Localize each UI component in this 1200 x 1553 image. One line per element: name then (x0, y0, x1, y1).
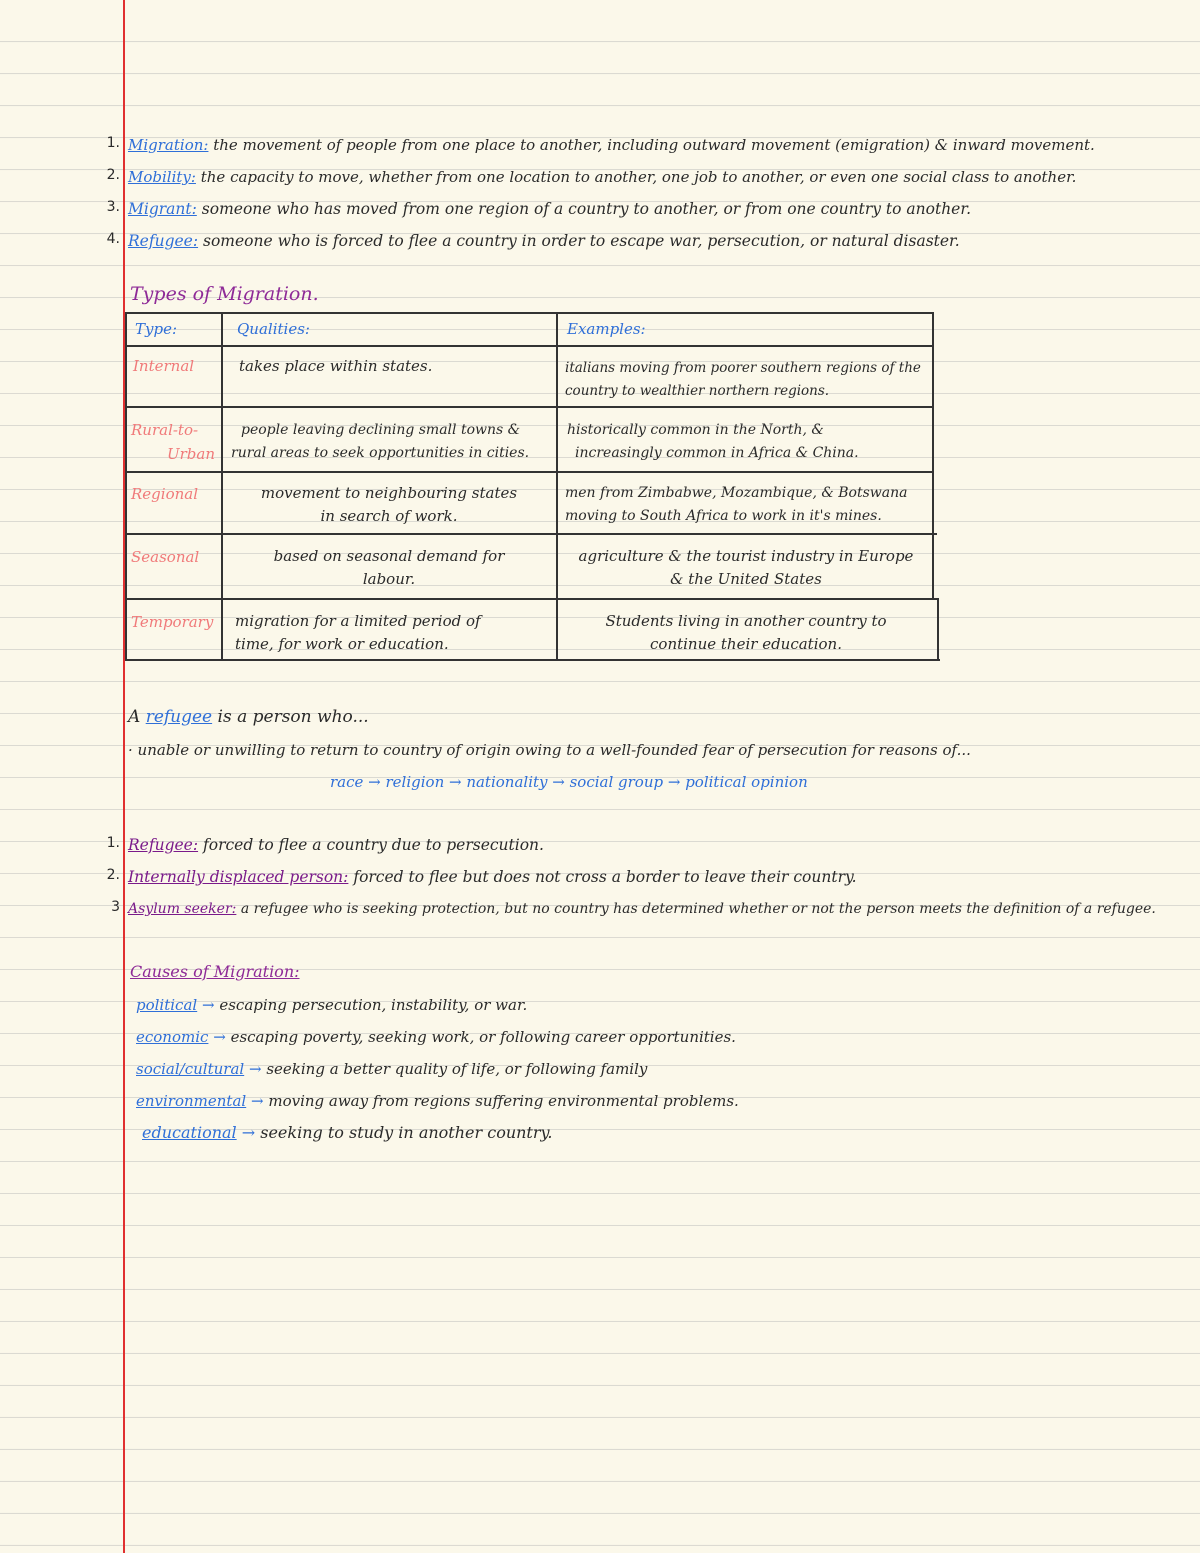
examples-line: agriculture & the tourist industry in Europe (578, 547, 914, 565)
definition-line (128, 899, 1156, 919)
term: economic (136, 1028, 209, 1046)
qualities-line: time, for work or education. (235, 635, 449, 653)
definition-line (128, 867, 857, 887)
definition-line (128, 199, 971, 219)
intro-text: A (128, 707, 141, 727)
migration-types-table (125, 312, 938, 661)
cause-text: escaping persecution, instability, or war. (219, 996, 528, 1014)
item-number: 3 (111, 899, 120, 915)
list-item (142, 1123, 553, 1143)
examples-cell (565, 482, 930, 528)
examples-cell (565, 357, 930, 403)
examples-line: country to wealthier northern regions. (565, 383, 830, 399)
definition-text: forced to flee but does not cross a border to leave their country. (353, 868, 857, 886)
examples-cell (561, 545, 931, 591)
qualities-cell (225, 545, 553, 591)
item-number: 1. (106, 835, 120, 851)
item-number: 1. (106, 135, 120, 151)
definition-line (128, 167, 1076, 187)
term: refugee (145, 707, 213, 727)
examples-line: continue their education. (650, 635, 842, 653)
list-item (136, 1059, 647, 1079)
definition-text: someone who is forced to flee a country in order to escape war, persecution, or natural disaster. (203, 232, 960, 250)
list-item (136, 1091, 739, 1111)
definition-text: the capacity to move, whether from one location to another, one job to another, or even one social class to another. (200, 168, 1077, 186)
cause-text: seeking a better quality of life, or following family (266, 1060, 648, 1078)
refugee-intro (128, 707, 369, 727)
type-line: Urban (166, 445, 215, 463)
term: Migration: (128, 136, 209, 154)
examples-line: italians moving from poorer southern regions of the (565, 360, 921, 376)
term: Asylum seeker: (128, 901, 237, 917)
header-type: Type: (135, 320, 178, 338)
term: Mobility: (128, 168, 196, 186)
definition-text: forced to flee a country due to persecution. (203, 836, 544, 854)
header-qualities: Qualities: (237, 320, 310, 338)
persecution-reasons: race → religion → nationality → social group → political opinion (330, 773, 808, 791)
type-cell (131, 418, 219, 466)
intro-text: is a person who... (217, 707, 369, 727)
term: environmental (136, 1092, 247, 1110)
type-cell: Temporary (131, 613, 214, 631)
cause-text: seeking to study in another country. (260, 1123, 553, 1142)
term: Refugee: (128, 232, 199, 250)
definition-text: a refugee who is seeking protection, but no country has determined whether or not the person meets the definition of a refugee. (240, 901, 1156, 917)
item-number: 2. (106, 167, 120, 183)
qualities-line: labour. (362, 570, 416, 588)
qualities-cell (225, 482, 553, 528)
examples-cell (561, 610, 931, 656)
qualities-line: based on seasonal demand for (273, 547, 505, 565)
examples-line: increasingly common in Africa & China. (575, 445, 859, 461)
item-number: 3. (106, 199, 120, 215)
definition-line (128, 231, 960, 251)
term: political (136, 996, 198, 1014)
term: Migrant: (128, 200, 197, 218)
term: social/cultural (136, 1060, 245, 1078)
definition-text: someone who has moved from one region of a country to another, or from one country to another. (201, 200, 971, 218)
arrow-icon: → (213, 1028, 226, 1046)
table-border (221, 312, 223, 661)
definition-text: the movement of people from one place to another, including outward movement (emigration) & inward movement. (213, 136, 1095, 154)
types-heading: Types of Migration. (130, 283, 319, 305)
qualities-line: migration for a limited period of (235, 612, 481, 630)
examples-line: Students living in another country to (605, 612, 887, 630)
arrow-icon: → (250, 1092, 264, 1110)
examples-cell (567, 419, 927, 465)
term: Internally displaced person: (128, 868, 349, 886)
qualities-cell (235, 610, 553, 656)
qualities-line: rural areas to seek opportunities in cities. (231, 445, 530, 461)
table-border (937, 598, 939, 661)
table-border (125, 406, 934, 408)
item-number: 4. (106, 231, 120, 247)
header-examples: Examples: (567, 320, 646, 338)
table-border (125, 471, 934, 473)
qualities-line: in search of work. (320, 507, 458, 525)
qualities-cell: takes place within states. (239, 357, 433, 375)
type-cell: Regional (131, 485, 199, 503)
examples-line: men from Zimbabwe, Mozambique, & Botswana (565, 485, 908, 501)
table-border (125, 598, 938, 600)
table-border (125, 659, 940, 661)
causes-heading: Causes of Migration: (130, 962, 300, 981)
definition-line (128, 835, 544, 855)
table-border (125, 345, 934, 347)
table-border (125, 312, 127, 661)
table-border (932, 312, 934, 598)
margin-line (123, 0, 125, 1553)
examples-line: historically common in the North, & (567, 422, 824, 438)
qualities-line: movement to neighbouring states (260, 484, 518, 502)
examples-line: & the United States (670, 570, 822, 588)
refugee-bullet: · unable or unwilling to return to country of origin owing to a well-founded fear of persecution for reasons of... (128, 741, 971, 759)
list-item (136, 1027, 736, 1047)
arrow-icon: → (241, 1123, 256, 1142)
term: educational (142, 1123, 237, 1142)
term: Refugee: (128, 836, 199, 854)
item-number: 2. (106, 867, 120, 883)
table-border (125, 312, 934, 314)
table-border (556, 312, 558, 661)
arrow-icon: → (201, 996, 215, 1014)
cause-text: escaping poverty, seeking work, or following career opportunities. (230, 1028, 736, 1046)
type-cell: Seasonal (131, 548, 200, 566)
arrow-icon: → (248, 1060, 262, 1078)
examples-line: moving to South Africa to work in it's mines. (565, 508, 882, 524)
cause-text: moving away from regions suffering environmental problems. (268, 1092, 739, 1110)
qualities-line: people leaving declining small towns & (241, 422, 521, 438)
qualities-cell (231, 419, 553, 465)
list-item (136, 995, 527, 1015)
type-cell: Internal (133, 357, 195, 375)
table-border (125, 533, 937, 535)
definition-line (128, 135, 1095, 155)
type-line: Rural-to- (131, 421, 199, 439)
